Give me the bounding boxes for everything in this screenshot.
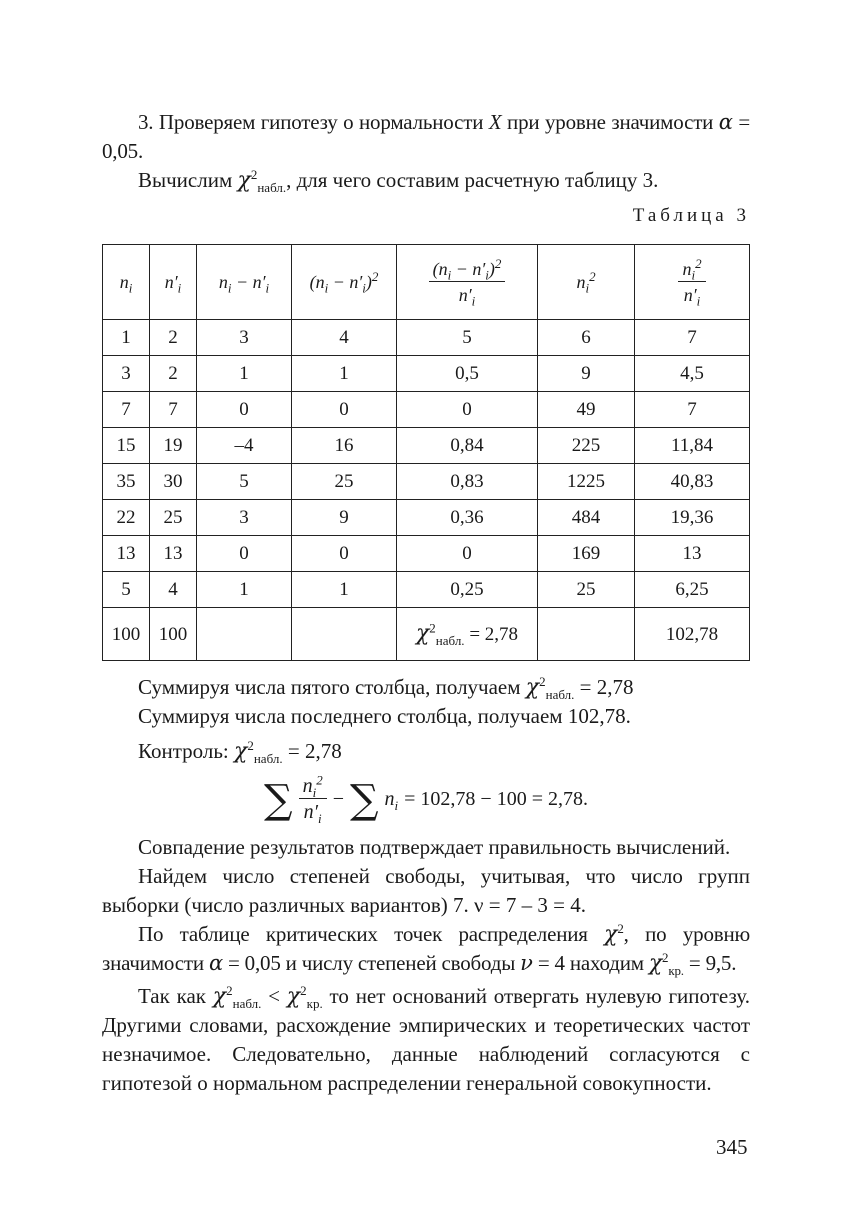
table-cell: 169	[538, 536, 635, 572]
table-row	[103, 464, 750, 500]
table-cell: 3	[197, 320, 292, 356]
table-row	[103, 356, 750, 392]
table-cell: 11,84	[635, 428, 750, 464]
table-cell: 7	[103, 392, 150, 428]
table-cell: 1	[197, 356, 292, 392]
table-cell: 0	[292, 536, 397, 572]
table-cell: 3	[197, 500, 292, 536]
intro-paragraph-2: Вычислим $\chi^2_{набл.}$, для чего составим расчетную таблицу 3.	[138, 167, 659, 196]
table-cell: 13	[635, 536, 750, 572]
table-cell: 25	[150, 500, 197, 536]
table-cell: 16	[292, 428, 397, 464]
table-cell: 4	[292, 320, 397, 356]
intro-paragraph: 3. Проверяем гипотезу о нормальности X при уровне значимости α = 0,05.	[102, 110, 750, 163]
table-cell: 9	[538, 356, 635, 392]
table-cell: 0,36	[397, 500, 538, 536]
table-cell: 25	[292, 464, 397, 500]
table-row	[103, 392, 750, 428]
dof-paragraph: Найдем число степеней свободы, учитывая, что число групп выборки (число различных вариантов) 7. ν = 7 – 3 = 4.	[102, 864, 750, 917]
table-row	[103, 500, 750, 536]
table-cell: 4	[150, 572, 197, 608]
table-cell: 19,36	[635, 500, 750, 536]
critical-paragraph: По таблице критических точек распределения $\chi^2$, по уровню значимости α = 0,05 и числу степеней свободы ν = 4 находим $\chi^2_{кр.} = 9,5$.	[102, 921, 750, 979]
table-cell: 7	[635, 392, 750, 428]
table-cell: 5	[397, 320, 538, 356]
table-cell: 49	[538, 392, 635, 428]
table-caption: Таблица 3	[632, 205, 750, 226]
table-numbering-row	[103, 320, 750, 356]
sum-last-column: Суммируя числа последнего столбца, получаем 102,78.	[138, 704, 631, 728]
table-cell: 40,83	[635, 464, 750, 500]
total-n: 100	[103, 608, 150, 661]
table-row	[103, 572, 750, 608]
table-cell: 0	[397, 392, 538, 428]
table-cell: 1	[103, 320, 150, 356]
table-cell: 35	[103, 464, 150, 500]
table-row	[103, 428, 750, 464]
table-cell: 0,84	[397, 428, 538, 464]
table-cell: 19	[150, 428, 197, 464]
total-empty-cell	[292, 608, 397, 661]
table-cell: 225	[538, 428, 635, 464]
table-cell: 30	[150, 464, 197, 500]
table-cell: 5	[197, 464, 292, 500]
results-section	[102, 673, 750, 1098]
table-cell: 484	[538, 500, 635, 536]
table-cell: 1	[292, 356, 397, 392]
table-cell: 25	[538, 572, 635, 608]
header-diff-squared-ratio: $\frac{(n_i - n'_i)^2}{n'_i}$	[397, 245, 538, 320]
table-cell: 0,83	[397, 464, 538, 500]
table-cell: 6	[538, 320, 635, 356]
table-cell: 13	[103, 536, 150, 572]
total-chi-square: $\chi^2_{набл.} = 2,78$	[397, 608, 538, 661]
table-cell: 4,5	[635, 356, 750, 392]
table-cell: 0	[197, 392, 292, 428]
table-cell: 5	[103, 572, 150, 608]
conclusion-paragraph: Так как $\chi^2_{набл.} < \chi^2_{кр.}$ то нет оснований отвергать нулевую гипотезу. Другими словами, расхождение эмпирических и теоретических частот незначимое. Следовательно, данные наблюдений согласуются с гипотезой о нормальном распределении генеральной совокупности.	[102, 983, 751, 1095]
table-cell: 2	[150, 320, 197, 356]
table-cell: 6,25	[635, 572, 750, 608]
total-empty-cell	[538, 608, 635, 661]
table-total-row	[103, 608, 750, 661]
table-cell: 1	[197, 572, 292, 608]
control-line: Контроль: $\chi^2_{набл.} = 2,78$	[138, 738, 342, 767]
table-cell: 1225	[538, 464, 635, 500]
total-n-prime: 100	[150, 608, 197, 661]
header-n: $n_i$	[103, 245, 150, 320]
table-cell: 1	[292, 572, 397, 608]
page-content	[102, 108, 750, 1098]
table-cell: 2	[150, 356, 197, 392]
table-cell: –4	[197, 428, 292, 464]
calculation-table	[102, 244, 750, 661]
table-cell: 13	[150, 536, 197, 572]
table-cell: 0	[397, 536, 538, 572]
header-n-squared: $n_i^2$	[538, 245, 635, 320]
table-cell: 9	[292, 500, 397, 536]
header-n-prime: $n'_i$	[150, 245, 197, 320]
total-chi-value: = 2,78	[469, 624, 519, 645]
table-cell: 15	[103, 428, 150, 464]
formula-result: = 102,78 − 100 = 2,78.	[404, 788, 588, 810]
table-cell: 0	[292, 392, 397, 428]
table-cell: 0	[197, 536, 292, 572]
header-diff-squared: $(n_i - n'_i)^2$	[292, 245, 397, 320]
match-paragraph: Совпадение результатов подтверждает правильность вычислений.	[138, 835, 731, 859]
table-cell: 3	[103, 356, 150, 392]
table-cell: 22	[103, 500, 150, 536]
table-header-row	[103, 245, 750, 320]
table-cell: 7	[150, 392, 197, 428]
table-cell: 7	[635, 320, 750, 356]
sum-fifth-column: Суммируя числа пятого столбца, получаем $\chi^2_{набл.} = 2,78$	[138, 674, 634, 703]
page-number: 345	[716, 1135, 748, 1159]
control-formula: ∑ $\frac{n_i^2}{n'_i}$ − ∑ $n_i$ = 102,78 − 100 = 2,78.	[264, 772, 588, 826]
total-empty-cell	[197, 608, 292, 661]
total-last: 102,78	[635, 608, 750, 661]
table-cell: 0,25	[397, 572, 538, 608]
header-n-squared-ratio: $\frac{n_i^2}{n'_i}$	[635, 245, 750, 320]
header-diff: $n_i - n'_i$	[197, 245, 292, 320]
table-row	[103, 536, 750, 572]
table-cell: 0,5	[397, 356, 538, 392]
